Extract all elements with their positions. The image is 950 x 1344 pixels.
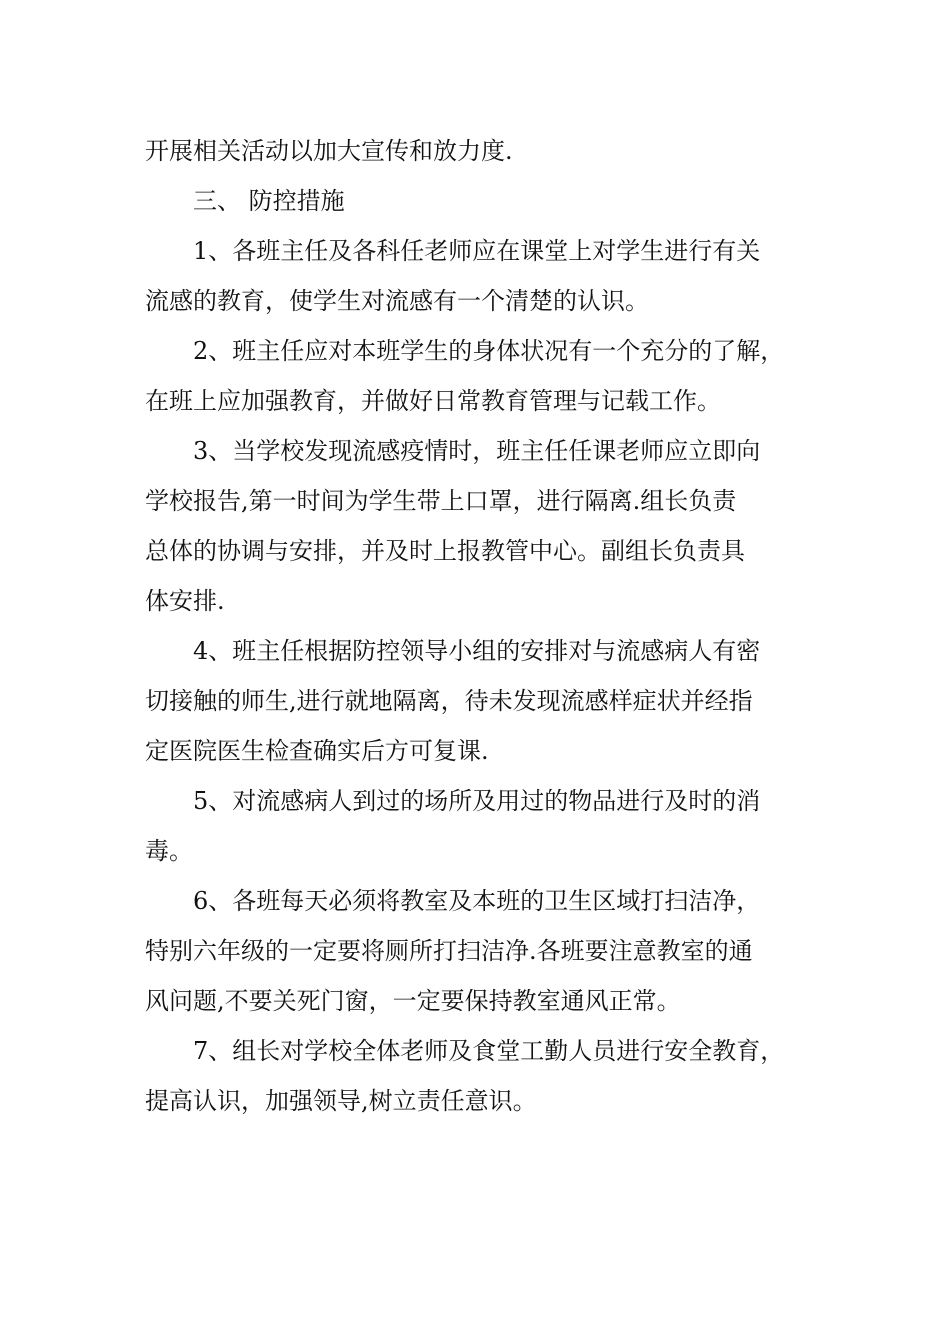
text-line-item-3: 3、当学校发现流感疫情时，班主任任课老师应立即向 bbox=[193, 437, 761, 465]
text-line: 风问题,不要关死门窗，一定要保持教室通风正常。 bbox=[145, 987, 681, 1015]
text-line-item-2: 2、班主任应对本班学生的身体状况有一个充分的了解， bbox=[193, 337, 785, 365]
text-line: 切接触的师生,进行就地隔离，待未发现流感样症状并经指 bbox=[145, 687, 753, 715]
text-line-item-1: 1、各班主任及各科任老师应在课堂上对学生进行有关 bbox=[193, 237, 761, 265]
text-line-item-5: 5、对流感病人到过的场所及用过的物品进行及时的消 bbox=[193, 787, 761, 815]
text-line-continuation: 开展相关活动以加大宣传和放力度. bbox=[145, 137, 513, 165]
document-body bbox=[145, 126, 815, 1126]
text-line: 总体的协调与安排，并及时上报教管中心。副组长负责具 bbox=[145, 537, 745, 565]
text-line: 体安排. bbox=[145, 587, 225, 615]
text-line: 毒。 bbox=[145, 837, 193, 865]
text-line: 提高认识，加强领导,树立责任意识。 bbox=[145, 1087, 537, 1115]
text-line: 特别六年级的一定要将厕所打扫洁净.各班要注意教室的通 bbox=[145, 937, 753, 965]
text-line: 流感的教育，使学生对流感有一个清楚的认识。 bbox=[145, 287, 649, 315]
text-line-item-6: 6、各班每天必须将教室及本班的卫生区域打扫洁净， bbox=[193, 887, 761, 915]
section-heading-prevention-measures: 三、 防控措施 bbox=[193, 187, 345, 215]
text-line: 学校报告,第一时间为学生带上口罩，进行隔离.组长负责 bbox=[145, 487, 737, 515]
text-line-item-4: 4、班主任根据防控领导小组的安排对与流感病人有密 bbox=[193, 637, 761, 665]
text-line: 在班上应加强教育，并做好日常教育管理与记载工作。 bbox=[145, 387, 721, 415]
text-line: 定医院医生检查确实后方可复课. bbox=[145, 737, 489, 765]
text-line-item-7: 7、组长对学校全体老师及食堂工勤人员进行安全教育， bbox=[193, 1037, 785, 1065]
